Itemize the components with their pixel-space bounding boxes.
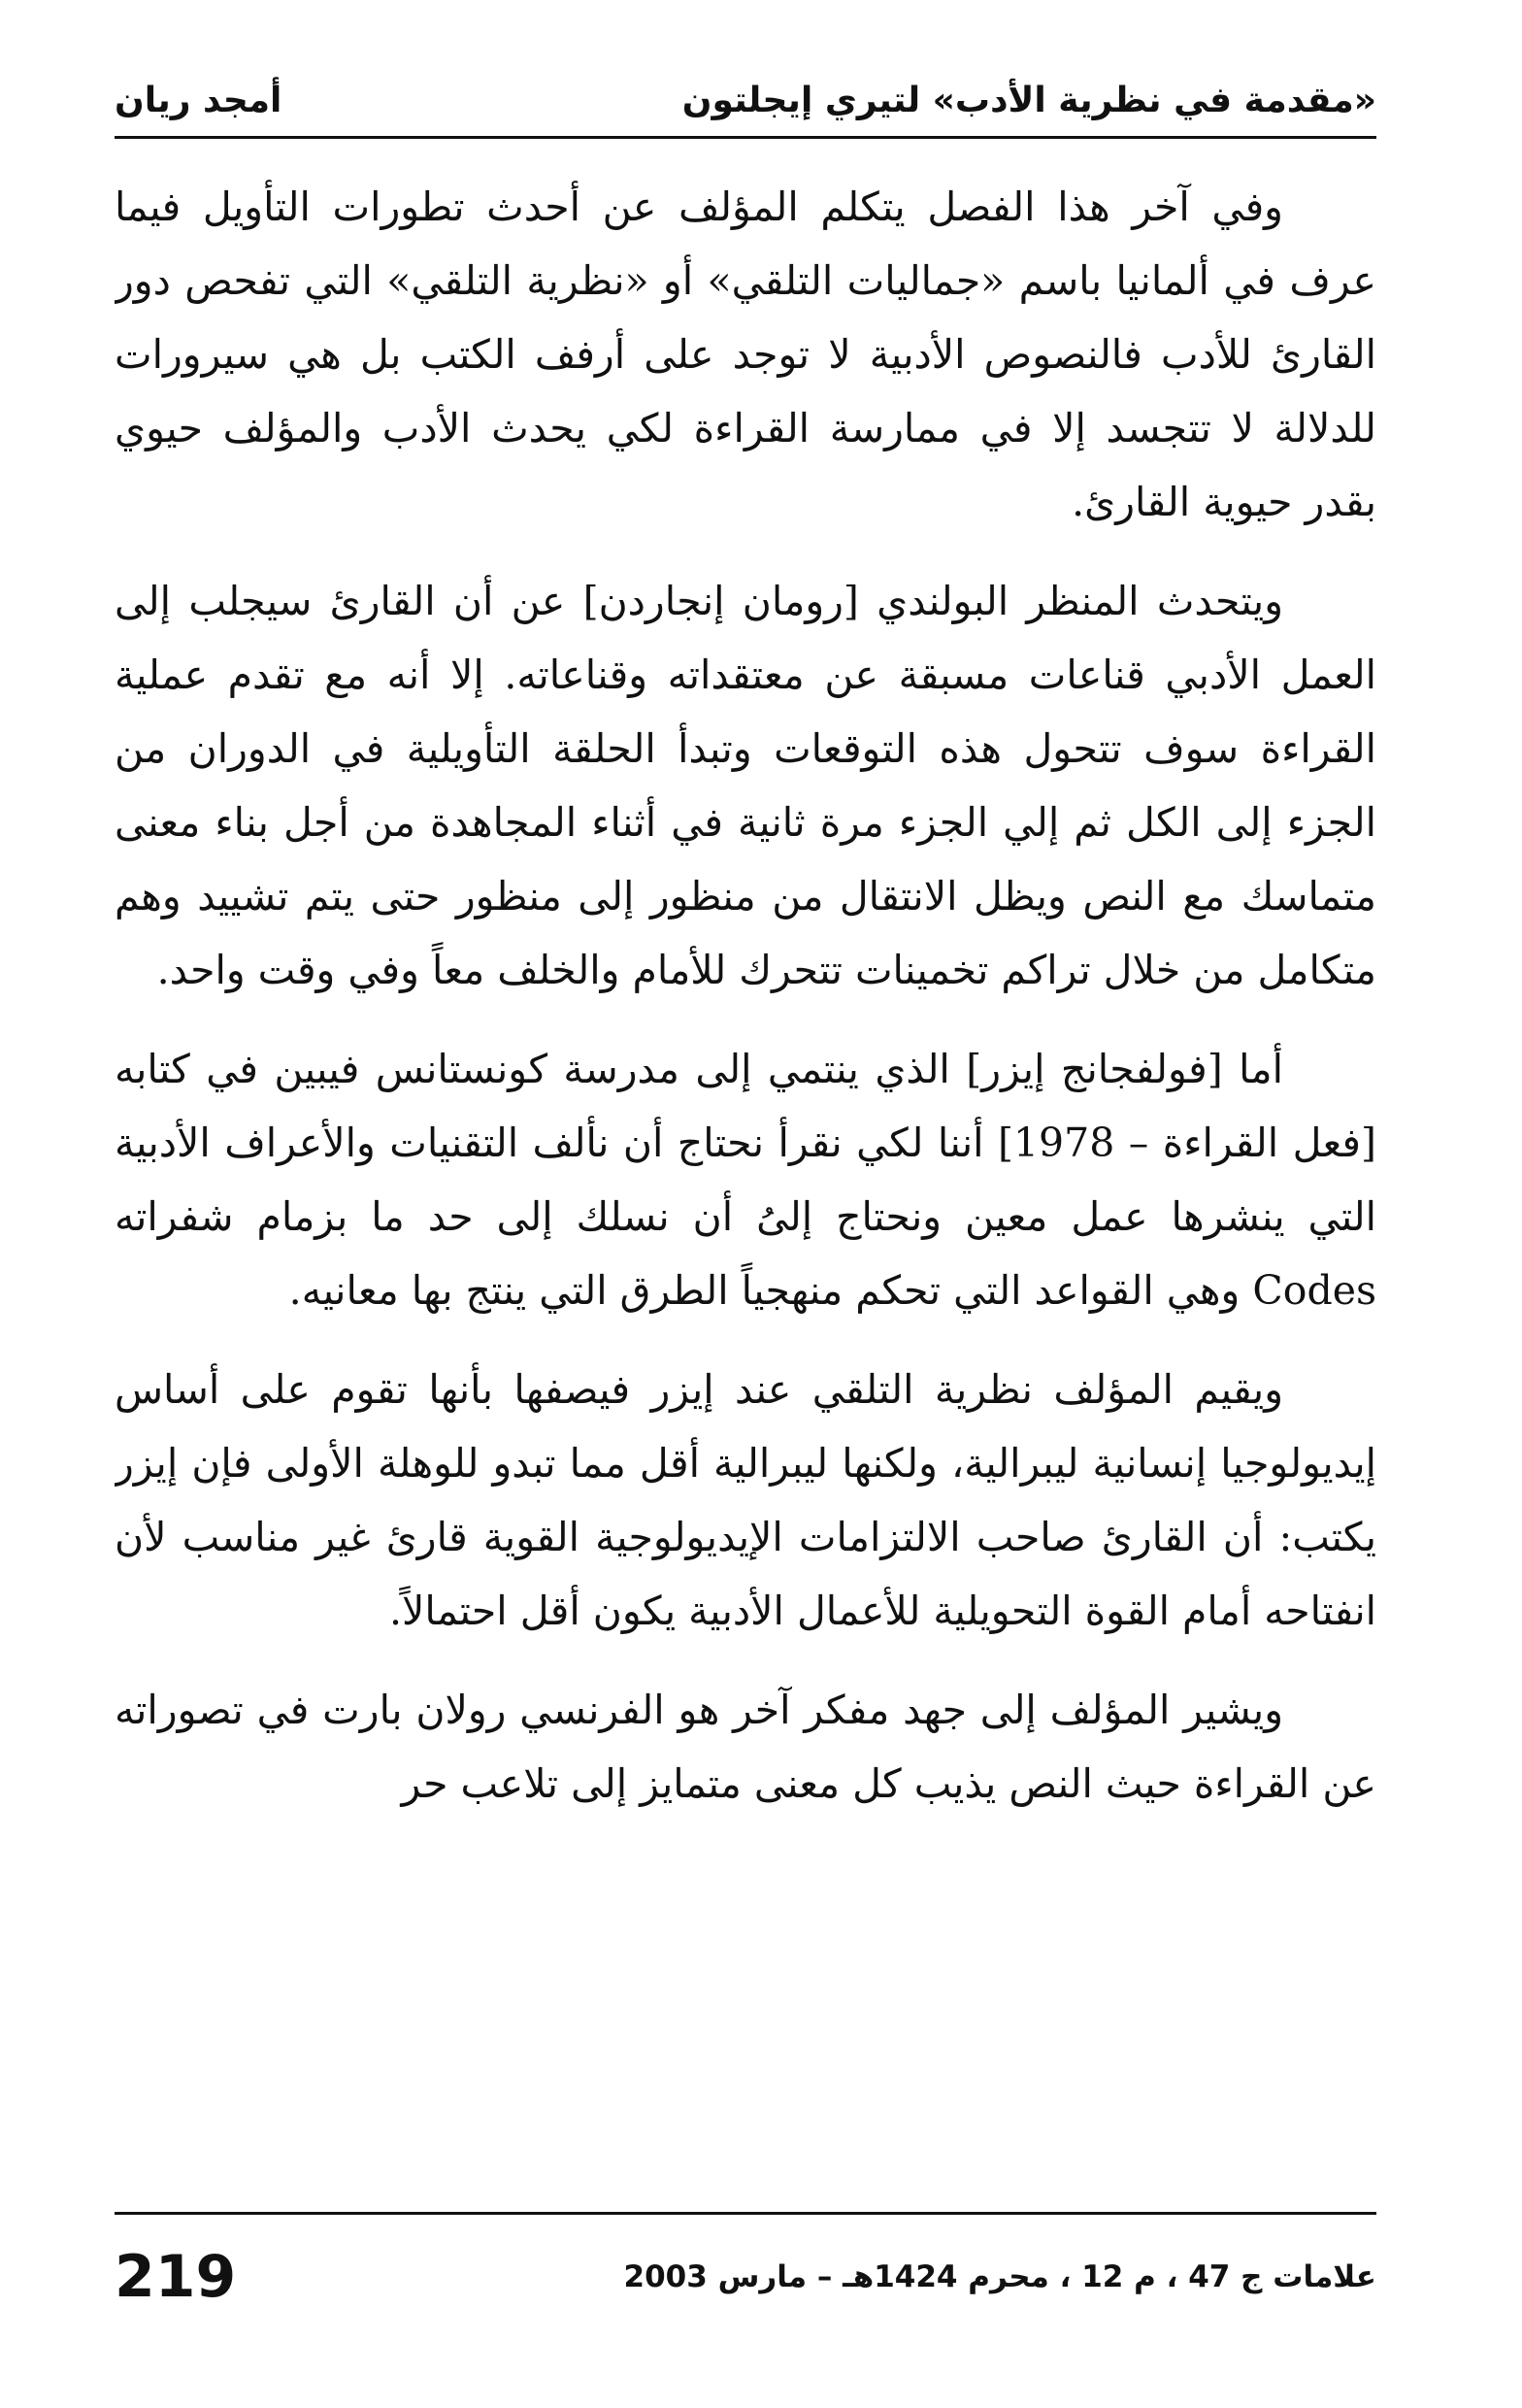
page-footer [115, 2233, 1376, 2321]
journal-citation: علامات ج 47 ، م 12 ، محرم 1424هـ – مارس 2003 [623, 2259, 1376, 2294]
paragraph: ويتحدث المنظر البولندي [رومان إنجاردن] عن أن القارئ سيجلب إلى العمل الأدبي قناعات مسبقة عن معتقداته وقناعاته. إلا أنه مع تقدم عملية القراءة سوف تتحول هذه التوقعات وتبدأ الحلقة التأويلية في الدوران من الجزء إلى الكل ثم إلي الجزء مرة ثانية في أثناء المجاهدة من أجل بناء معنى متماسك مع النص ويظل الانتقال من منظور إلى منظور حتى يتم تشييد وهم متكامل من خلال تراكم تخمينات تتحرك للأمام والخلف معاً وفي وقت واحد. [115, 578, 1376, 993]
running-header [115, 68, 1376, 132]
paragraph: ويشير المؤلف إلى جهد مفكر آخر هو الفرنسي رولان بارت في تصوراته عن القراءة حيث النص يذيب كل معنى متمايز إلى تلاعب حر [115, 1687, 1376, 1807]
paragraph: ويقيم المؤلف نظرية التلقي عند إيزر فيصفها بأنها تقوم على أساس إيديولوجيا إنسانية ليبرالية، ولكنها ليبرالية أقل مما تبدو للوهلة الأولى فإن إيزر يكتب: أن القارئ صاحب الالتزامات الإيديولوجية القوية قارئ غير مناسب لأن انفتاحه أمام القوة التحويلية للأعمال الأدبية يكون أقل احتمالاً. [115, 1366, 1376, 1634]
running-title: «مقدمة في نظرية الأدب» لتيري إيجلتون [681, 80, 1376, 120]
paragraph: أما [فولفجانج إيزر] الذي ينتمي إلى مدرسة كونستانس فيبين في كتابه [فعل القراءة – 1978] أننا لكي نقرأ نحتاج أن نألف التقنيات والأعراف الأدبية التي ينشرها عمل معين ونحتاج إلىُ أن نسلك إلى حد ما بزمام شفراته Codes وهي القواعد التي تحكم منهجياً الطرق التي ينتج بها معانيه. [115, 1046, 1376, 1314]
page-number: 219 [115, 2243, 237, 2311]
paragraph: وفي آخر هذا الفصل يتكلم المؤلف عن أحدث تطورات التأويل فيما عرف في ألمانيا باسم «جماليات التلقي» أو «نظرية التلقي» التي تفحص دور القارئ للأدب فالنصوص الأدبية لا توجد على أرفف الكتب بل هي سيرورات للدلالة لا تتجسد إلا في ممارسة القراءة لكي يحدث الأدب والمؤلف حيوي بقدر حيوية القارئ. [115, 184, 1376, 525]
running-author: أمجد ريان [115, 80, 282, 120]
footer-divider [115, 2212, 1376, 2215]
header-divider [115, 136, 1376, 139]
article-body [115, 170, 1376, 2199]
